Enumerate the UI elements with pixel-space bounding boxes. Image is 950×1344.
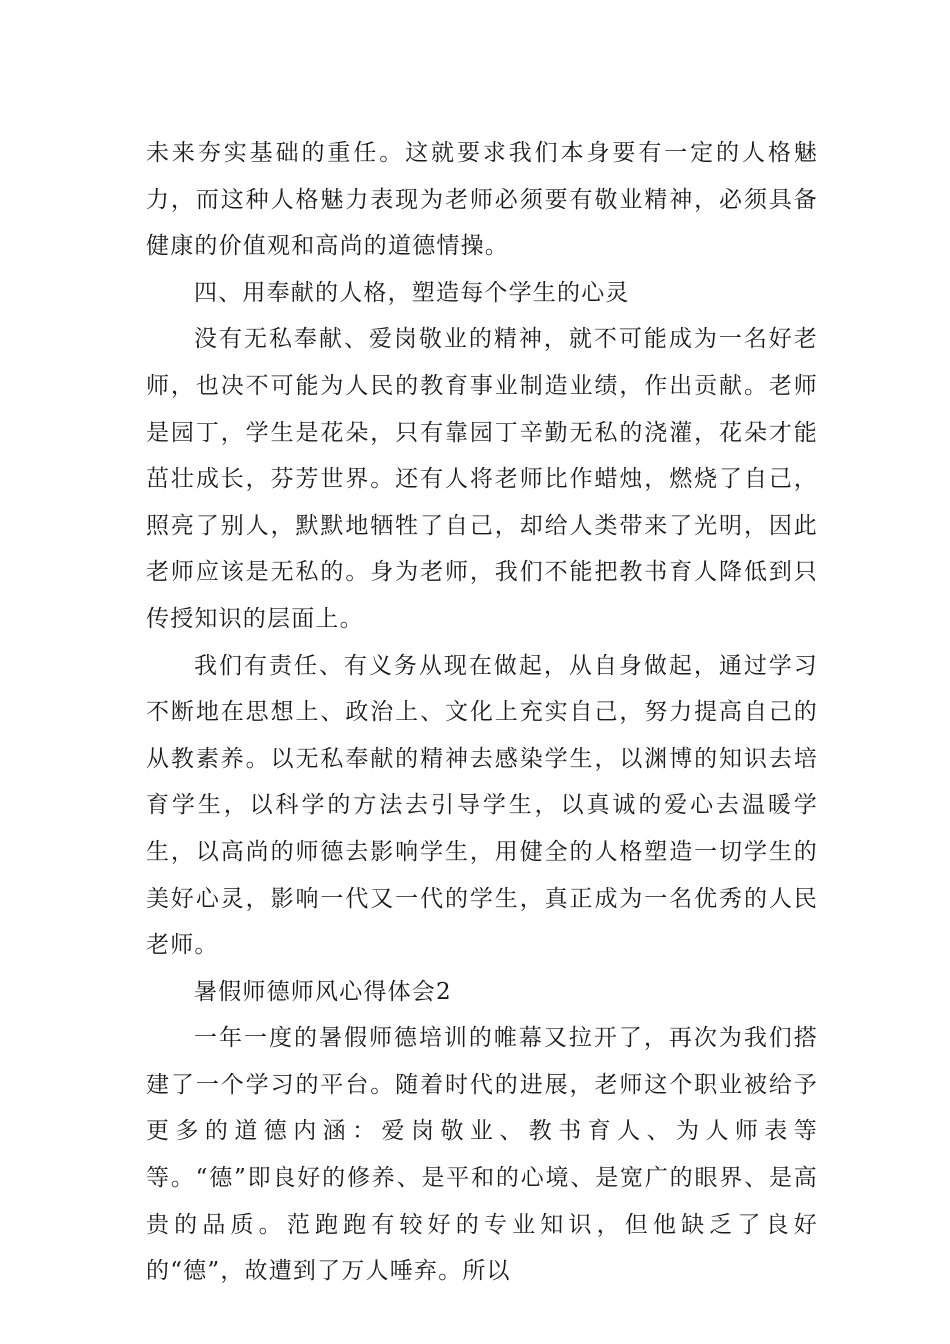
paragraph-continued: 未来夯实基础的重任。这就要求我们本身要有一定的人格魅力，而这种人格魅力表现为老师必须要有敬业精神，必须具备健康的价值观和高尚的道德情操。 bbox=[146, 140, 818, 260]
paragraph: 我们有责任、有义务从现在做起，从自身做起，通过学习不断地在思想上、政治上、文化上充实自己，努力提高自己的从教素养。以无私奉献的精神去感染学生，以渊博的知识去培育学生，以科学的方法去引导学生，以真诚的爱心去温暖学生，以高尚的师德去影响学生，用健全的人格塑造一切学生的美好心灵，影响一代又一代的学生，真正成为一名优秀的人民老师。 bbox=[146, 652, 818, 959]
document-body bbox=[146, 130, 818, 1295]
section-heading: 四、用奉献的人格，塑造每个学生的心灵 bbox=[194, 279, 630, 306]
paragraph: 没有无私奉献、爱岗敬业的精神，就不可能成为一名好老师，也决不可能为人民的教育事业制造业绩，作出贡献。老师是园丁，学生是花朵，只有靠园丁辛勤无私的浇灌，花朵才能茁壮成长，芬芳世界。还有人将老师比作蜡烛，燃烧了自己，照亮了别人，默默地牺牲了自己，却给人类带来了光明，因此老师应该是无私的。身为老师，我们不能把教书育人降低到只传授知识的层面上。 bbox=[146, 326, 818, 632]
paragraph: 一年一度的暑假师德培训的帷幕又拉开了，再次为我们搭建了一个学习的平台。随着时代的进展，老师这个职业被给予更多的道德内涵：爱岗敬业、教书育人、为人师表等等。“德”即良好的修养、是平和的心境、是宽广的眼界、是高贵的品质。范跑跑有较好的专业知识，但他缺乏了良好的“德”，故遭到了万人唾弃。所以 bbox=[146, 1025, 818, 1285]
article-title: 暑假师德师风心得体会2 bbox=[194, 978, 452, 1005]
